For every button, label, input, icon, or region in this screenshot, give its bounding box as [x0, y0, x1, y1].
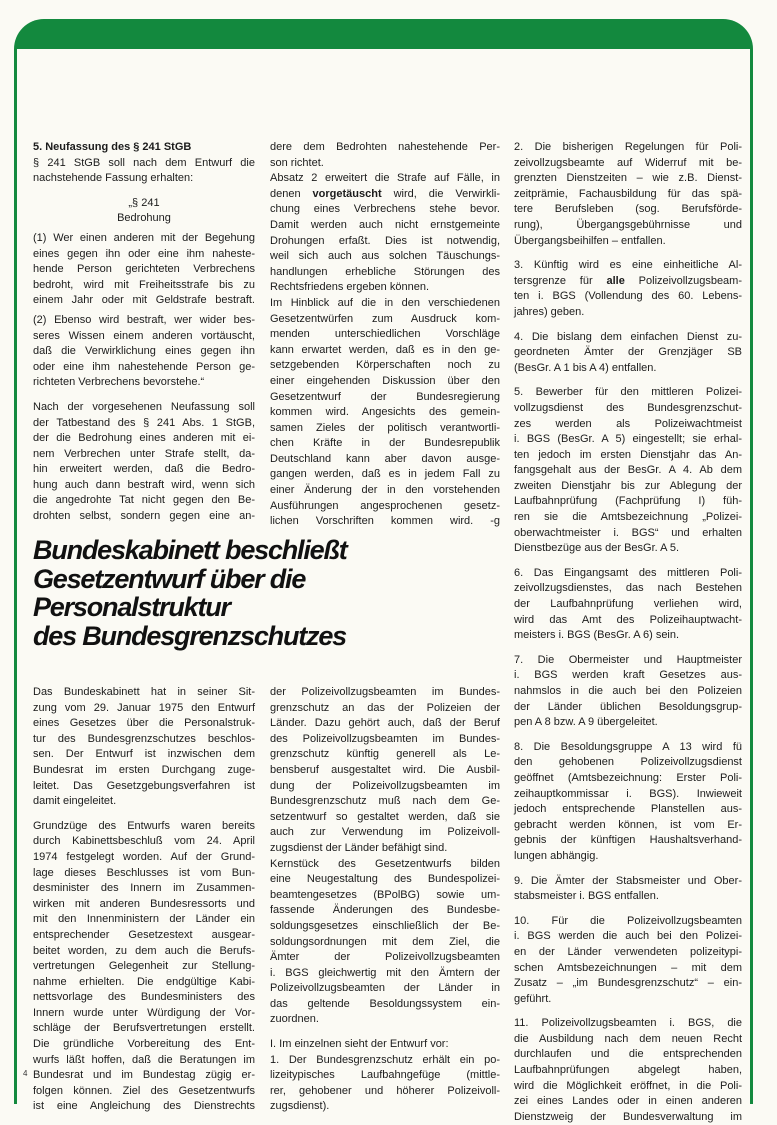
text-line: ten jedoch im ersten Dienstjahr das An- [514, 448, 742, 461]
text-line: Dienstzweig der Bundesverwaltung im [514, 1110, 742, 1123]
paragraph [270, 1053, 500, 1115]
text-line: 5. Bewerber für den mittleren Polizei- [514, 386, 742, 399]
paragraph [270, 296, 500, 530]
text-line: 4. Die bislang dem einfachen Dienst zu- [514, 330, 742, 343]
text-line: 10. Für die Polizeivollzugsbeamten [514, 914, 742, 927]
text-line: zeivollzugsbeamte auf Widerruf mit be- [514, 156, 742, 169]
text-line: der Polizeivollzugsbeamten im Bundes- [270, 686, 500, 698]
text-line: Rechtsfriedens ergeben können. [270, 281, 429, 294]
paragraph [33, 313, 255, 391]
text-line [270, 187, 500, 203]
text-line: nahmslos in die auch bei den Polizeien [514, 685, 742, 697]
text-line: Bundesgrenzschutz muß nach dem Ge- [270, 795, 500, 808]
text-line: vollzugsdienst des Bundesgrenzschut- [514, 401, 742, 414]
text-line: der die Bedrohung eines anderen mit ei- [33, 432, 255, 445]
text-line: i. BGS werden die auch bei den Polizei- [514, 930, 742, 943]
text-line: jahres) geben. [514, 305, 585, 318]
text-line: eines gegen ihn oder eine ihm naheste- [33, 247, 255, 260]
text-line: weil sich auch aus solchen Täuschungs- [270, 250, 500, 263]
paragraph [33, 196, 255, 227]
paragraph [514, 1016, 742, 1125]
text-line: lizeitypisches Laufbahngefüge (mittle- [270, 1069, 500, 1082]
text-line: soldungsgesetzes einschließlich der Be- [270, 919, 500, 932]
text-line: vertretungen Gelegenheit zur Stellung- [33, 960, 255, 973]
text-line: 1. Der Bundesgrenzschutz erhält ein po- [270, 1053, 500, 1066]
text-line: hung auch dann bestraft wird, wenn sich [33, 478, 255, 491]
paragraph [514, 740, 742, 865]
text-line: handlungen erhebliche Störungen des [270, 265, 500, 278]
text-line: Bundesrat im ersten Durchgang zuge- [33, 763, 255, 776]
text-line: jedoch entsprechende Planstellen aus- [514, 803, 742, 816]
text-line: geordneten Ämter der Grenzjäger SB [514, 346, 742, 359]
text-line: 8. Die Besoldungsgruppe A 13 wird fü [514, 740, 742, 753]
text-line: chen Kräfte in der Bundesrepublik [270, 437, 500, 450]
text-line: Damit werden auch nicht ernstgemeinte [270, 218, 500, 231]
text-line: zeitprämie, Fachausbildung für das spä- [514, 187, 742, 200]
text-line: beamtengesetzes (BPolBG) sowie um- [270, 888, 500, 901]
text-line: son richtet. [270, 156, 324, 169]
text-line: zeihauptkommissar i. BGS). Inwieweit [514, 787, 742, 800]
text-line: tur des Bundesgrenzschutzes beschlos- [33, 732, 255, 745]
text-line: meisters i. BGS (BesGr. A 6) sein. [514, 629, 680, 642]
text-line: dere dem Bedrohten nahestehende Per- [270, 141, 500, 153]
text-line: Gesetzentwürfen zum Ausdruck kom- [270, 312, 500, 325]
text-line: einer Änderung der in den vorstehenden [270, 484, 500, 497]
text-line: desminister des Innern im Zusammen- [33, 882, 255, 895]
text-segment: wird, die Verwirkli- [381, 187, 500, 200]
text-line: Dienstbezüge aus der BesGr. A 5. [514, 542, 680, 555]
text-line: nahme erhielten. Die endgültige Kabi- [33, 975, 255, 988]
text-line: leitet. Das Gesetzgebungsverfahren ist [33, 779, 255, 792]
text-line: drohten selbst, sondern gegen eine an- [33, 510, 255, 523]
text-segment: Polizeivollzugsbeam- [624, 274, 742, 287]
text-line: grenzschutz künftig generell als Le- [270, 748, 500, 761]
headline-line: Personalstruktur [33, 592, 230, 622]
text-line: Kernstück des Gesetzentwurfs bilden [270, 857, 500, 870]
text-line: zuordnen. [270, 1013, 319, 1026]
paragraph [270, 171, 500, 296]
text-line: (2) Ebenso wird bestraft, wer wider bes- [33, 313, 255, 326]
text-line: Länder. Dazu gehört auch, daß der Beruf [270, 717, 500, 730]
text-line: 2. Die bisherigen Regelungen für Poli- [514, 141, 742, 153]
page-number: 4 [23, 1069, 28, 1078]
text-line: stabsmeister i. BGS entfallen. [514, 890, 659, 903]
text-line: kann erwartet werden, daß es in den ge- [270, 343, 500, 356]
text-line: oberwachtmeister i. BGS“ und erhalten [514, 526, 742, 539]
paragraph [270, 685, 500, 857]
text-line: Übergangsbeihilfen – entfallen. [514, 234, 666, 247]
text-line: die angedrohte Tat nicht gegen den Be- [33, 494, 255, 507]
text-line: zeivollzugsdienstes, das nach Bestehen [514, 582, 742, 595]
text-line: Die gründliche Vorbereitung des Ent- [33, 1038, 255, 1051]
text-line: (1) Wer einen anderen mit der Begehung [33, 231, 255, 244]
text-line: schläge der Berufsvertretungen erstellt. [33, 1022, 255, 1035]
text-line: einem Jahr oder mit Geldstrafe bestraft. [33, 294, 255, 307]
text-line [33, 140, 255, 156]
text-line: beitet worden, zu dem auch die Berufs- [33, 944, 255, 957]
column-1-lower [33, 685, 255, 1115]
text-line: zes werden als Polizeiwachtmeist [514, 417, 742, 430]
text-line: i. BGS werden kraft Gesetzes aus- [514, 669, 742, 682]
text-line: zei eines Landes oder in einen anderen [514, 1095, 742, 1108]
text-line: 7. Die Obermeister und Hauptmeister [514, 653, 742, 666]
text-line: 9. Die Ämter der Stabsmeister und Ober- [514, 874, 742, 887]
text-line [514, 274, 742, 290]
bold-text: alle [606, 274, 625, 287]
text-line: geöffnet (Amtsbezeichnung: Erster Poli- [514, 771, 742, 784]
text-line: nem Verbrechen unter Strafe stellt, da- [33, 447, 255, 460]
text-line: richteten Verbrechens bevorstehe.“ [33, 376, 205, 389]
text-line: 3. Künftig wird es eine einheitliche Al- [514, 259, 742, 272]
article-headline [33, 536, 347, 650]
text-line: Drohungen erfaßt. Dies ist notwendig, [270, 234, 500, 247]
text-line: Deutschland kann aber davon ausge- [270, 452, 500, 465]
text-line: § 241 StGB soll nach dem Entwurf die [33, 156, 255, 169]
text-line: hende Person gerichteten Verbrechens [33, 263, 255, 276]
text-line: wird das Amt des Polizeihauptwacht- [514, 613, 742, 626]
text-line: rer, gehobener und höherer Polizeivoll- [270, 1084, 500, 1097]
text-line: bedroht, wird mit Freiheitsstrafe bis zu [33, 278, 255, 291]
paragraph [33, 140, 255, 156]
text-line: sen. Der Entwurf ist inzwischen dem [33, 748, 255, 761]
text-line: schen Amtsbezeichnungen – mit dem [514, 961, 742, 974]
text-line: die Ausbildung nach dem neuen Recht [514, 1032, 742, 1045]
paragraph [514, 140, 742, 249]
text-line: Ausführungen angesprochenen gesetz- [270, 499, 500, 512]
paragraph [270, 857, 500, 1029]
text-line: Nach der vorgesehenen Neufassung soll [33, 400, 255, 413]
text-line: 6. Das Eingangsamt des mittleren Poli- [514, 566, 742, 579]
text-line: Ämter der Polizeivollzugsbeamten [270, 951, 500, 964]
text-line: Bundesrat und im Bundestag zügig er- [33, 1069, 255, 1082]
text-line: kommen wird. Angesichts des gemein- [270, 406, 500, 419]
paragraph [33, 156, 255, 187]
text-line: der Tatbestand des § 241 Abs. 1 StGB, [33, 416, 255, 429]
text-line: pen A 8 bzw. A 9 übergeleitet. [514, 716, 658, 729]
text-line: i. BGS (BesGr. A 5) eingestellt; sie erhal- [514, 433, 742, 446]
text-line: Grundzüge des Entwurfs waren bereits [33, 819, 255, 832]
text-line: Das Bundeskabinett hat in seiner Sit- [33, 686, 255, 698]
text-line: auch zur Verwendung im Polizeivoll- [270, 826, 500, 839]
column-3 [514, 140, 742, 1125]
paragraph [270, 140, 500, 171]
text-line: geführt. [514, 992, 552, 1005]
paragraph [514, 653, 742, 731]
text-line: dung der Polizeivollzugsbeamten im [270, 779, 500, 792]
text-line: zugsdienst der Länder befähigt sind. [270, 841, 448, 854]
text-line: nettsvorlage des Bundesministers des [33, 991, 255, 1004]
headline-line: Bundeskabinett beschließt [33, 535, 347, 565]
text-line: zugsdienst). [270, 1100, 330, 1113]
column-1-upper [33, 140, 255, 525]
paragraph [514, 874, 742, 905]
text-line: zung vom 29. Januar 1975 den Entwurf [33, 701, 255, 714]
paragraph [33, 231, 255, 309]
text-line: 1974 festgelegt worden. Auf der Grund- [33, 850, 255, 863]
paragraph [33, 400, 255, 525]
paragraph [33, 819, 255, 1115]
text-line: folgen können. Ziel des Gesetzentwurfs [33, 1084, 255, 1097]
text-line: einer eingehenden Diskussion über den [270, 374, 500, 387]
text-line: rung), Übergangsgebührnisse und [514, 218, 742, 231]
text-line: damit eingeleitet. [33, 795, 117, 808]
text-line: mit den Innenministern der Länder ein [33, 913, 255, 926]
text-line: zweiten Dienstjahr bis zur Ablegung der [514, 479, 742, 492]
headline-line: Gesetzentwurf über die [33, 563, 306, 594]
text-segment: tersgrenze für [514, 274, 607, 287]
text-line: ist eine Angleichung des Dienstrechts [33, 1100, 255, 1113]
paragraph [514, 566, 742, 644]
text-line: hin erweitert werden, daß die Bedro- [33, 463, 255, 476]
text-line: en der Länder verwendeten polizeitypi- [514, 945, 742, 958]
text-line: gebnis der künftigen Haushaltsverhand- [514, 834, 742, 847]
text-line: 11. Polizeivollzugsbeamten i. BGS, die [514, 1017, 742, 1030]
column-2-lower [270, 685, 500, 1115]
bold-text: vorgetäuscht [312, 187, 382, 200]
text-line: Im Hinblick auf die in den verschiedenen [270, 296, 500, 309]
text-line: Bedrohung [117, 212, 171, 225]
text-line: lage dieses Beschlusses ist vom Bun- [33, 866, 255, 879]
text-line: daß die Verwirklichung eines gegen ihn [33, 345, 255, 358]
paragraph [514, 914, 742, 1008]
text-line: i. BGS gleichwertig mit den Ämtern der [270, 966, 500, 979]
text-line: durchlaufen und die entsprechenden [514, 1048, 742, 1061]
text-line: wird die Möglichkeit eröffnet, in die Poli- [514, 1079, 742, 1092]
text-line: Laufbahnprüfung (Fachprüfung I) füh- [514, 495, 742, 508]
text-line: fangsgehalt aus der BesGr. A 4. Ab dem [514, 464, 742, 477]
text-line: Zusatz – „im Bundesgrenzschutz“ – ein- [514, 977, 742, 990]
bold-text: 5. Neufassung des § 241 StGB [33, 141, 192, 153]
text-line: Laufbahnprüfungen abgelegt haben, [514, 1064, 742, 1077]
paragraph [33, 685, 255, 810]
text-line: oder eine ihm nahestehende Person ge- [33, 360, 255, 373]
headline-line: des Bundesgrenzschutzes [33, 620, 346, 651]
paragraph [514, 385, 742, 557]
text-line: Polizeivollzugsbeamten der Länder in [270, 982, 500, 995]
text-line: eine Neugestaltung des Bundespolizei- [270, 873, 500, 886]
text-line: setzentwurf so gestaltet werden, daß sie [270, 810, 500, 823]
text-line: menden unterschiedlichen Vorschläge [270, 328, 500, 341]
paragraph [514, 330, 742, 377]
text-line: eines Gesetzes über die Personalstruk- [33, 717, 255, 730]
text-line: ten i. BGS (Vollendung des 60. Lebens- [514, 290, 742, 303]
text-line: Innern wurde unter Würdigung der Vor- [33, 1006, 255, 1019]
text-line: Gesetzentwurf der Bundesregierung [270, 390, 500, 403]
text-line: Absatz 2 erweitert die Strafe auf Fälle, in [270, 172, 500, 185]
text-line: I. Im einzelnen sieht der Entwurf vor: [270, 1038, 449, 1051]
text-line: soldungsordnungen mit dem Ziel, die [270, 935, 500, 948]
text-segment: denen [270, 187, 313, 200]
text-line: grenzten Dienstzeiten – wie z.B. Dienst- [514, 172, 742, 185]
text-line: grenzschutz an das der Polizeien der [270, 701, 500, 714]
text-line: lichen Vorschriften kommen wird. -g [270, 515, 500, 528]
text-line: fassende Änderungen des Bundesbe- [270, 904, 500, 917]
paragraph [270, 1037, 500, 1053]
text-line: „§ 241 [128, 196, 160, 209]
text-line: wurfs läßt hoffen, daß die Beratungen im [33, 1053, 255, 1066]
text-line: bensberuf ausgestaltet wird. Die Ausbil- [270, 763, 500, 776]
text-line: gangen werden, daß es in jedem Fall zu [270, 468, 500, 481]
text-line: gebracht werden können, ist vom Er- [514, 818, 742, 831]
text-line: (BesGr. A 1 bis A 4) entfallen. [514, 361, 657, 374]
text-line: des Polizeivollzugsbeamten im Bundes- [270, 732, 500, 745]
text-line: seres Wissen einem anderen vortäuscht, [33, 329, 255, 342]
text-line: das geltende Besoldungssystem ein- [270, 997, 500, 1010]
column-2-upper [270, 140, 500, 530]
text-line: wirken mit anderen Bundesressorts und [33, 897, 255, 910]
text-line: den gehobenen Polizeivollzugsdienst [514, 756, 742, 769]
text-line: durch Kabinettsbeschluß vom 24. April [33, 835, 255, 848]
paragraph [514, 258, 742, 320]
text-line: ren sie die Amtsbezeichnung „Polizei- [514, 511, 742, 524]
text-line: tere Berufsleben (sog. Berufsförde- [514, 203, 742, 216]
text-line: entsprechender Gesetzestext ausgear- [33, 928, 255, 941]
text-line: der Laufbahnprüfung verliehen wird, [514, 598, 742, 611]
text-line: lungen abhängig. [514, 849, 599, 862]
text-line: chung eines Verbrechens stehe bevor. [270, 203, 500, 216]
text-line: setzgebenden Körperschaften noch zu [270, 359, 500, 372]
text-line: samen Zieles der politisch verantwortli- [270, 421, 500, 434]
text-line: der Länder üblichen Besoldungsgrup- [514, 700, 742, 713]
text-line: nachstehende Fassung erhalten: [33, 172, 194, 185]
